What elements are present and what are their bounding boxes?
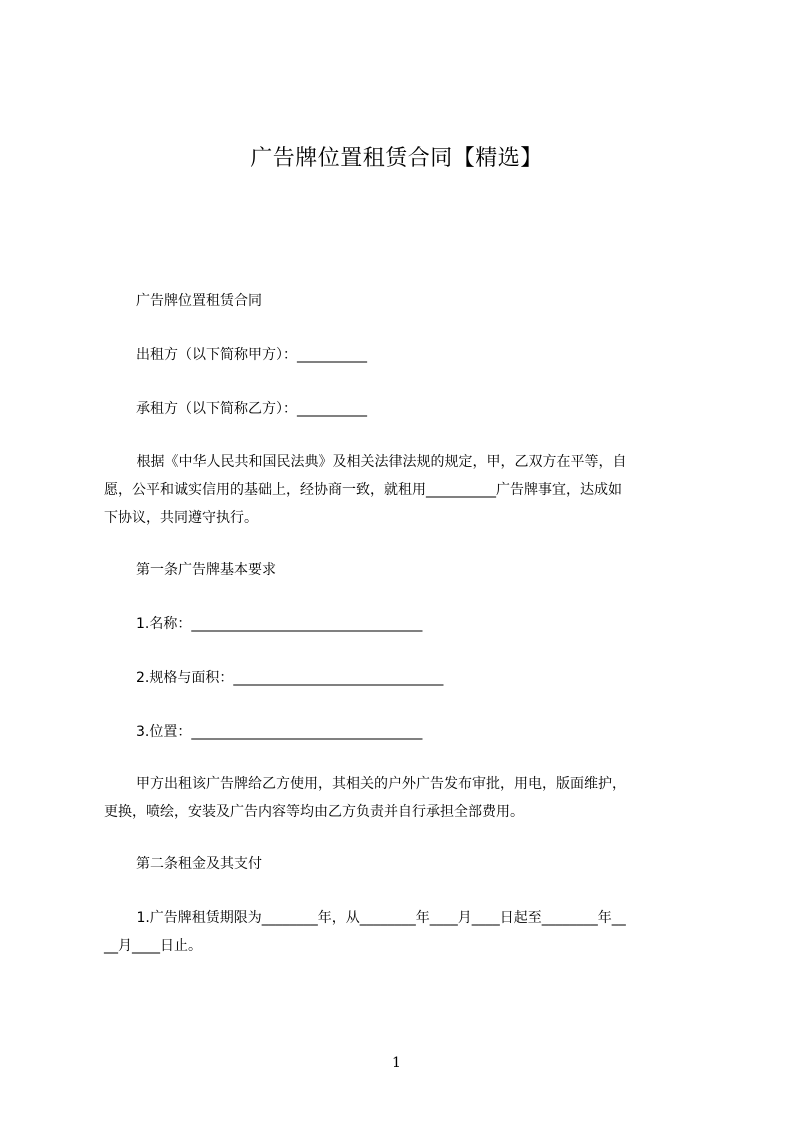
preamble-line-3: 下协议，共同遵守执行。 [104,510,258,526]
preamble-line-2: 愿，公平和诚实信用的基础上，经协商一致，就租用__________广告牌事宜，达成如 [104,482,622,498]
article-1-heading: 第一条广告牌基本要求 [136,562,276,578]
article-2-heading: 第二条租金及其支付 [136,856,262,872]
usage-line-2: 更换，喷绘，安装及广告内容等均由乙方负责并自行承担全部费用。 [104,804,524,820]
term-line-2: __月____日止。 [104,938,202,954]
document-title: 广告牌位置租赁合同【精选】 [250,146,543,171]
page-number: 1 [392,1055,401,1071]
lessee-line: 承租方（以下简称乙方）：__________ [136,401,367,417]
term-line-1: 1.广告牌租赁期限为________年，从________年____月____日起至________年__ [132,910,626,926]
item-location: 3.位置：_________________________________ [136,724,423,740]
preamble-line-1: 根据《中华人民共和国民法典》及相关法律法规的规定，甲，乙双方在平等，自 [132,454,627,470]
lessor-line: 出租方（以下简称甲方）：__________ [136,347,367,363]
contract-name: 广告牌位置租赁合同 [136,293,262,309]
item-name: 1.名称：_________________________________ [136,616,423,632]
usage-line-1: 甲方出租该广告牌给乙方使用，其相关的户外广告发布审批，用电，版面维护， [136,776,626,792]
item-spec-area: 2.规格与面积：______________________________ [136,670,444,686]
